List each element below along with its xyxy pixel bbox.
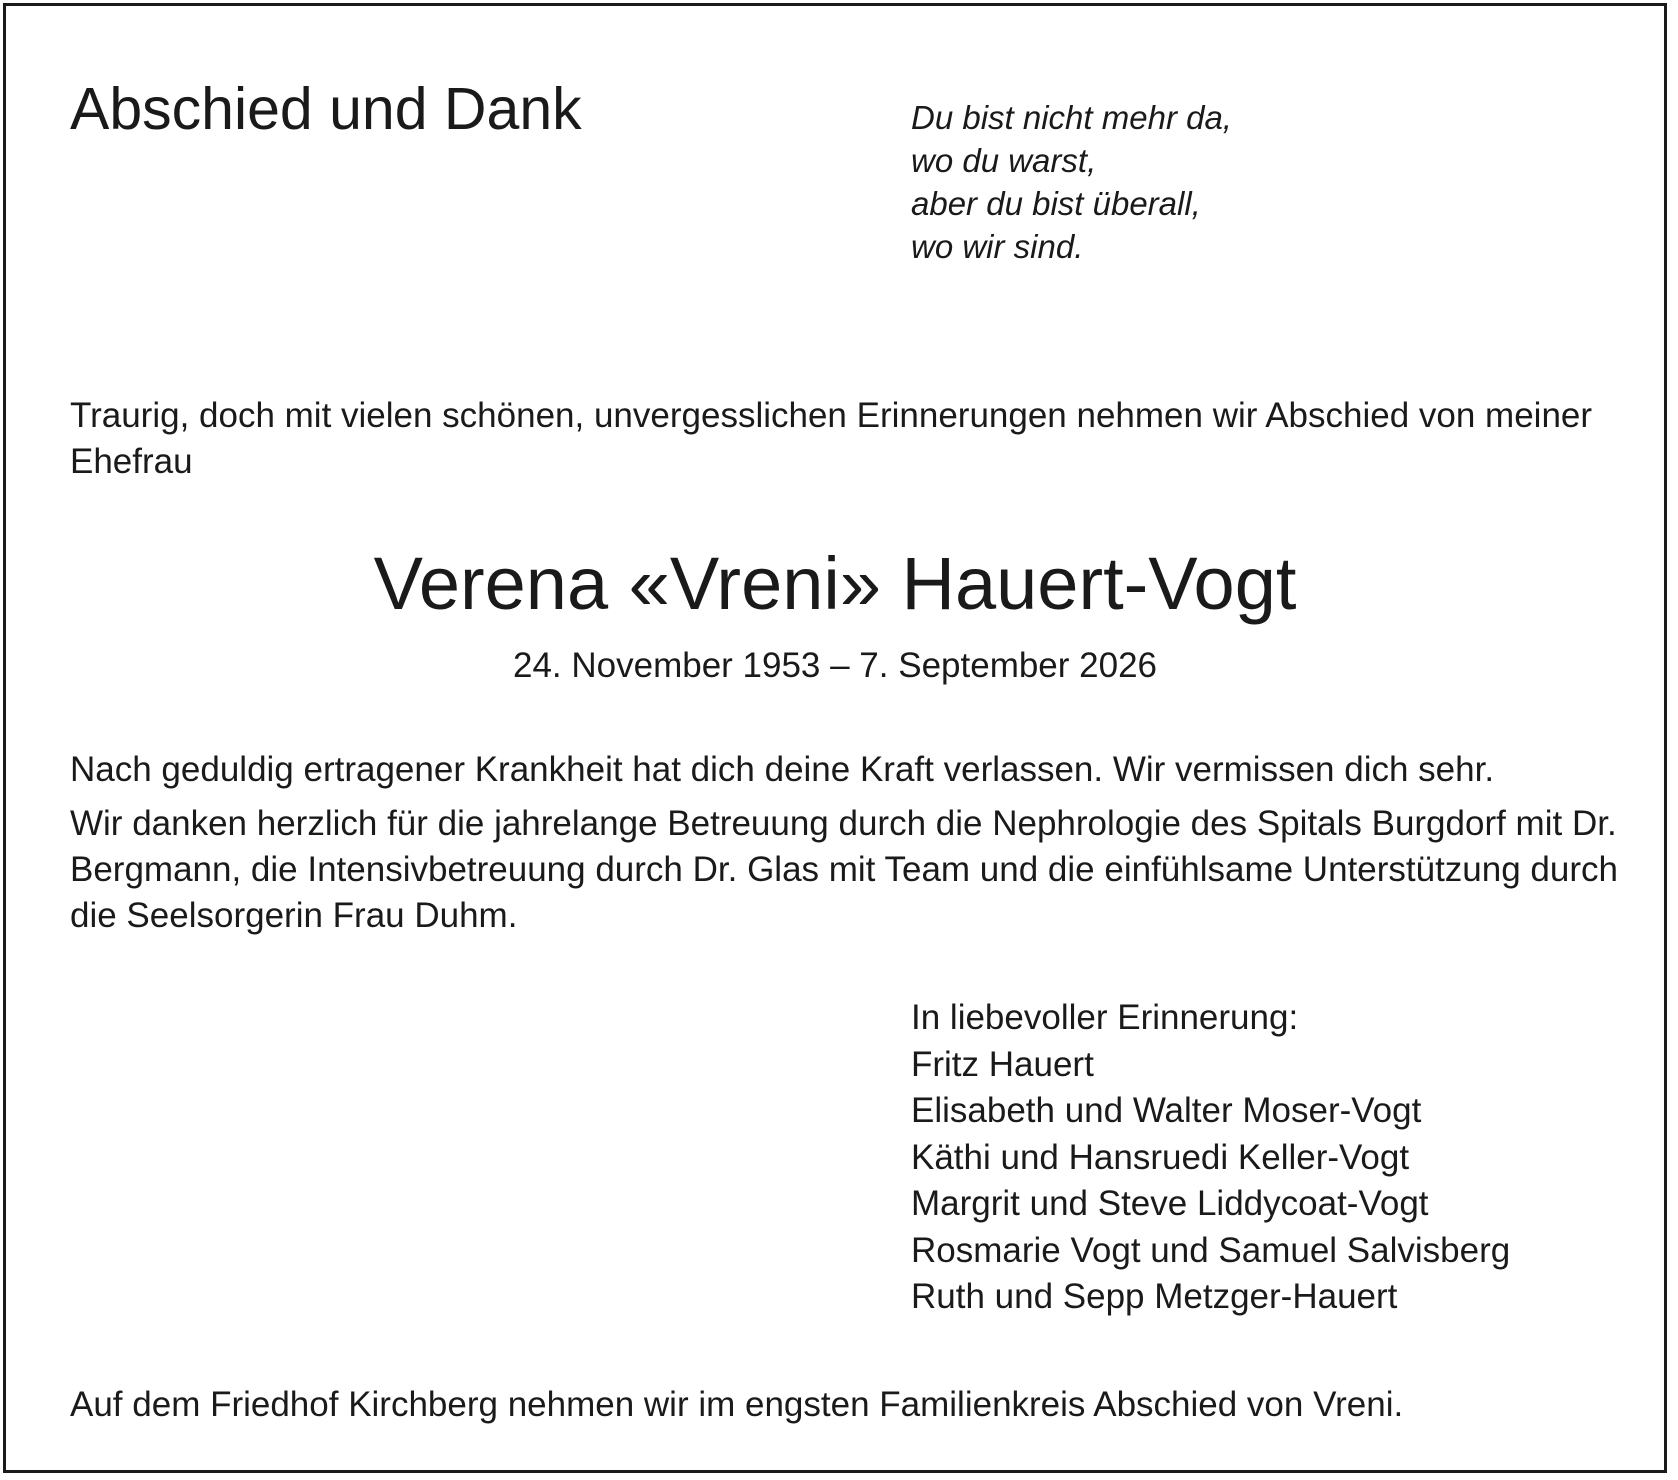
notice-heading: Abschied und Dank [70, 76, 582, 142]
mourner-entry: Fritz Hauert [911, 1044, 1094, 1084]
body-paragraph-farewell: Nach geduldig ertragener Krankheit hat dich deine Kraft verlassen. Wir vermissen dich sehr. [70, 750, 1495, 789]
mourners-list [911, 995, 1510, 1321]
poem-line: Du bist nicht mehr da, [911, 99, 1232, 136]
funeral-note: Auf dem Friedhof Kirchberg nehmen wir im engsten Familienkreis Abschied von Vreni. [70, 1385, 1404, 1424]
mourner-entry: Rosmarie Vogt und Samuel Salvisberg [911, 1230, 1511, 1270]
body-paragraph-thanks: Wir danken herzlich für die jahrelange Betreuung durch die Nephrologie des Spitals Burgdorf mit Dr. Bergmann, die Intensivbetreuung durch Dr. Glas mit Team und die einfühlsame Unterstützung durch die Seelsorgerin Frau Duhm. [70, 804, 1618, 935]
mourner-entry: Elisabeth und Walter Moser-Vogt [911, 1091, 1422, 1130]
mourners-header: In liebevoller Erinnerung: [911, 998, 1299, 1037]
mourner-entry: Ruth und Sepp Metzger-Hauert [911, 1277, 1398, 1316]
poem-line: wo wir sind. [911, 228, 1084, 265]
poem-verse [911, 96, 1232, 268]
intro-text: Traurig, doch mit vielen schönen, unvergesslichen Erinnerungen nehmen wir Abschied von meiner Ehefrau [70, 396, 1593, 481]
deceased-name: Verena «Vreni» Hauert-Vogt [373, 542, 1297, 625]
mourner-entry: Margrit und Steve Liddycoat-Vogt [911, 1184, 1429, 1223]
life-dates: 24. November 1953 – 7. September 2026 [512, 646, 1158, 685]
obituary-notice [3, 3, 1667, 1473]
poem-line: aber du bist überall, [911, 185, 1201, 222]
mourner-entry: Käthi und Hansruedi Keller-Vogt [911, 1137, 1410, 1177]
poem-line: wo du warst, [911, 142, 1097, 179]
mourners-names [911, 1042, 1510, 1321]
